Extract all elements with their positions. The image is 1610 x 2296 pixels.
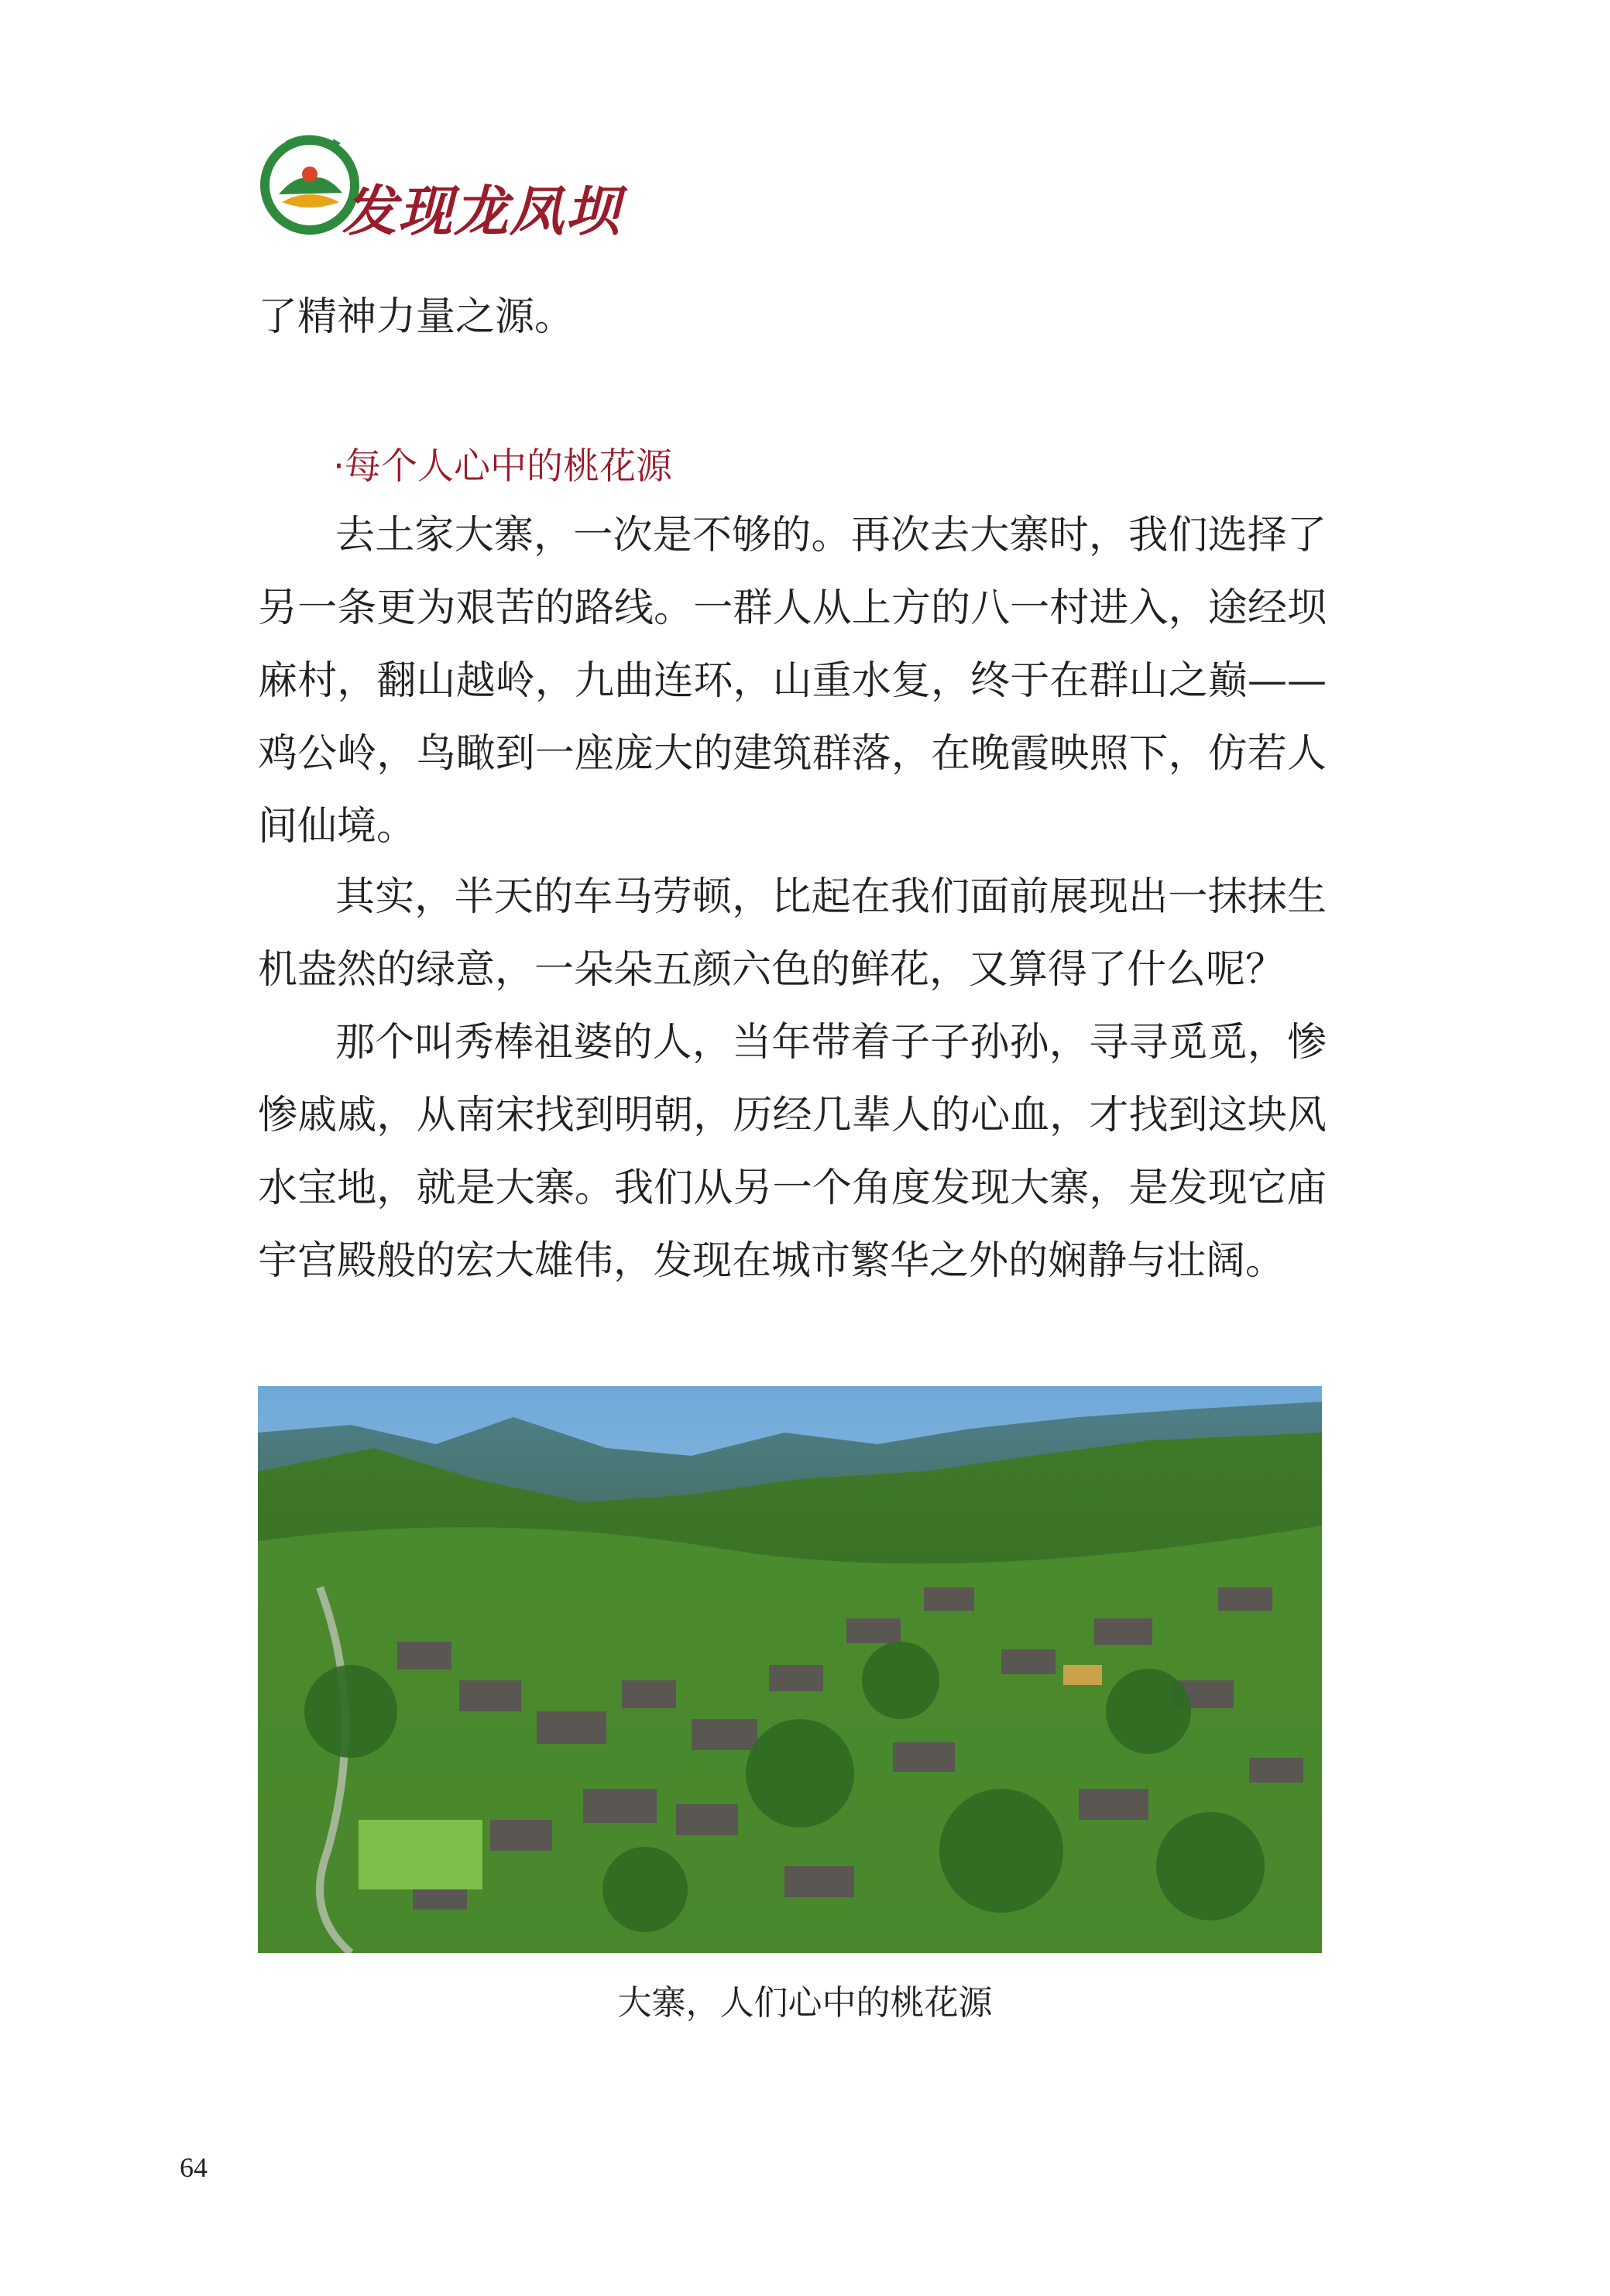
continuation-paragraph: 了精神力量之源。 xyxy=(258,294,575,340)
village-aerial-photo xyxy=(258,1386,1322,1953)
body-paragraph-2: 其实，半天的车马劳顿，比起在我们面前展现出一抹抹生机盎然的绿意，一朵朵五颜六色的鲜花，又算得了什么呢？ xyxy=(258,874,1327,993)
photo-caption: 大寨，人们心中的桃花源 xyxy=(617,1983,993,2023)
page-number: 64 xyxy=(180,2152,208,2183)
section-heading: ·每个人心中的桃花源 xyxy=(333,445,672,488)
body-paragraph-3: 那个叫秀棒祖婆的人，当年带着子子孙孙，寻寻觅觅，惨惨戚戚，从南宋找到明朝，历经几辈人的心血，才找到这块风水宝地，就是大寨。我们从另一个角度发现大寨，是发现它庙宇宫殿般的宏大雄伟，发现在城市繁华之外的娴静与壮阔。 xyxy=(258,1020,1327,1284)
body-paragraph-1: 去土家大寨，一次是不够的。再次去大寨时，我们选择了另一条更为艰苦的路线。一群人从上方的八一村进入，途经坝麻村，翻山越岭，九曲连环，山重水复，终于在群山之巅——鸡公岭，鸟瞰到一座庞大的建筑群落，在晚霞映照下，仿若人间仙境。 xyxy=(258,513,1327,849)
header-logo xyxy=(256,128,621,243)
book-title: 发现龙凤坝 xyxy=(342,180,621,243)
